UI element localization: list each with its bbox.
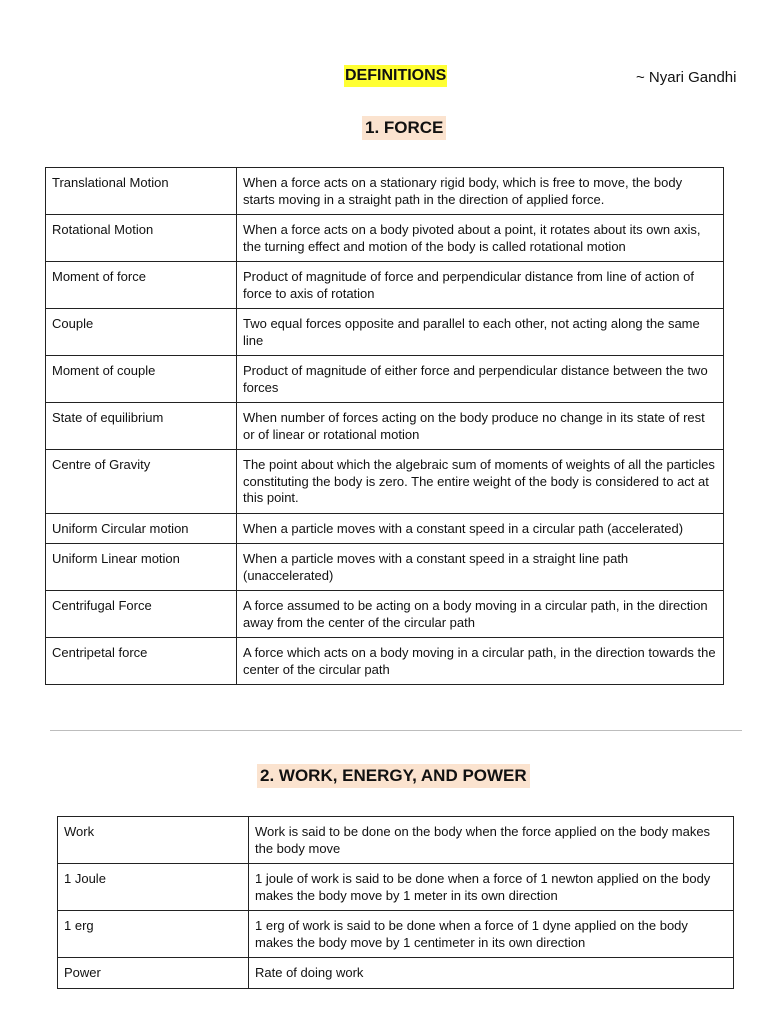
term-cell: Centrifugal Force xyxy=(46,591,237,638)
page-title: DEFINITIONS xyxy=(344,65,447,87)
work-energy-power-table xyxy=(57,816,734,989)
definition-cell: Work is said to be done on the body when the force applied on the body makes the body move xyxy=(249,817,734,864)
definition-cell: 1 erg of work is said to be done when a force of 1 dyne applied on the body makes the body move by 1 centimeter in its own direction xyxy=(249,911,734,958)
force-definitions-table xyxy=(45,167,724,685)
term-cell: Moment of force xyxy=(46,262,237,309)
table-row xyxy=(46,262,724,309)
table-row xyxy=(46,450,724,514)
table-row xyxy=(46,309,724,356)
term-cell: State of equilibrium xyxy=(46,403,237,450)
table-row xyxy=(46,638,724,685)
term-cell: Translational Motion xyxy=(46,168,237,215)
term-cell: 1 erg xyxy=(58,911,249,958)
definition-cell: When a particle moves with a constant speed in a straight line path (unaccelerated) xyxy=(237,544,724,591)
term-cell: 1 Joule xyxy=(58,864,249,911)
definition-cell: Rate of doing work xyxy=(249,958,734,989)
term-cell: Uniform Linear motion xyxy=(46,544,237,591)
section-title-force: 1. FORCE xyxy=(362,116,446,140)
table-row xyxy=(58,911,734,958)
definition-cell: A force which acts on a body moving in a circular path, in the direction towards the center of the circular path xyxy=(237,638,724,685)
table-row xyxy=(46,403,724,450)
definition-cell: When a force acts on a stationary rigid body, which is free to move, the body starts moving in a straight path in the direction of applied force. xyxy=(237,168,724,215)
section-title-work-energy-power: 2. WORK, ENERGY, AND POWER xyxy=(257,764,530,788)
table-row xyxy=(46,544,724,591)
term-cell: Centripetal force xyxy=(46,638,237,685)
term-cell: Uniform Circular motion xyxy=(46,513,237,544)
section-divider xyxy=(50,730,742,731)
table-row xyxy=(58,958,734,989)
term-cell: Power xyxy=(58,958,249,989)
table-row xyxy=(46,513,724,544)
table-row xyxy=(46,215,724,262)
table-row xyxy=(58,864,734,911)
definition-cell: A force assumed to be acting on a body moving in a circular path, in the direction away from the center of the circular path xyxy=(237,591,724,638)
term-cell: Couple xyxy=(46,309,237,356)
definition-cell: When a force acts on a body pivoted about a point, it rotates about its own axis, the turning effect and motion of the body is called rotational motion xyxy=(237,215,724,262)
term-cell: Work xyxy=(58,817,249,864)
term-cell: Rotational Motion xyxy=(46,215,237,262)
definition-cell: Product of magnitude of force and perpendicular distance from line of action of force to axis of rotation xyxy=(237,262,724,309)
definition-cell: 1 joule of work is said to be done when a force of 1 newton applied on the body makes the body move by 1 meter in its own direction xyxy=(249,864,734,911)
table-row xyxy=(46,591,724,638)
definition-cell: When number of forces acting on the body produce no change in its state of rest or of linear or rotational motion xyxy=(237,403,724,450)
definition-cell: Product of magnitude of either force and perpendicular distance between the two forces xyxy=(237,356,724,403)
definition-cell: The point about which the algebraic sum of moments of weights of all the particles constituting the body is zero. The entire weight of the body is considered to act at this point. xyxy=(237,450,724,514)
table-row xyxy=(58,817,734,864)
author-name: ~ Nyari Gandhi xyxy=(636,69,737,86)
term-cell: Centre of Gravity xyxy=(46,450,237,514)
definition-cell: Two equal forces opposite and parallel to each other, not acting along the same line xyxy=(237,309,724,356)
term-cell: Moment of couple xyxy=(46,356,237,403)
definition-cell: When a particle moves with a constant speed in a circular path (accelerated) xyxy=(237,513,724,544)
table-row xyxy=(46,356,724,403)
table-row xyxy=(46,168,724,215)
